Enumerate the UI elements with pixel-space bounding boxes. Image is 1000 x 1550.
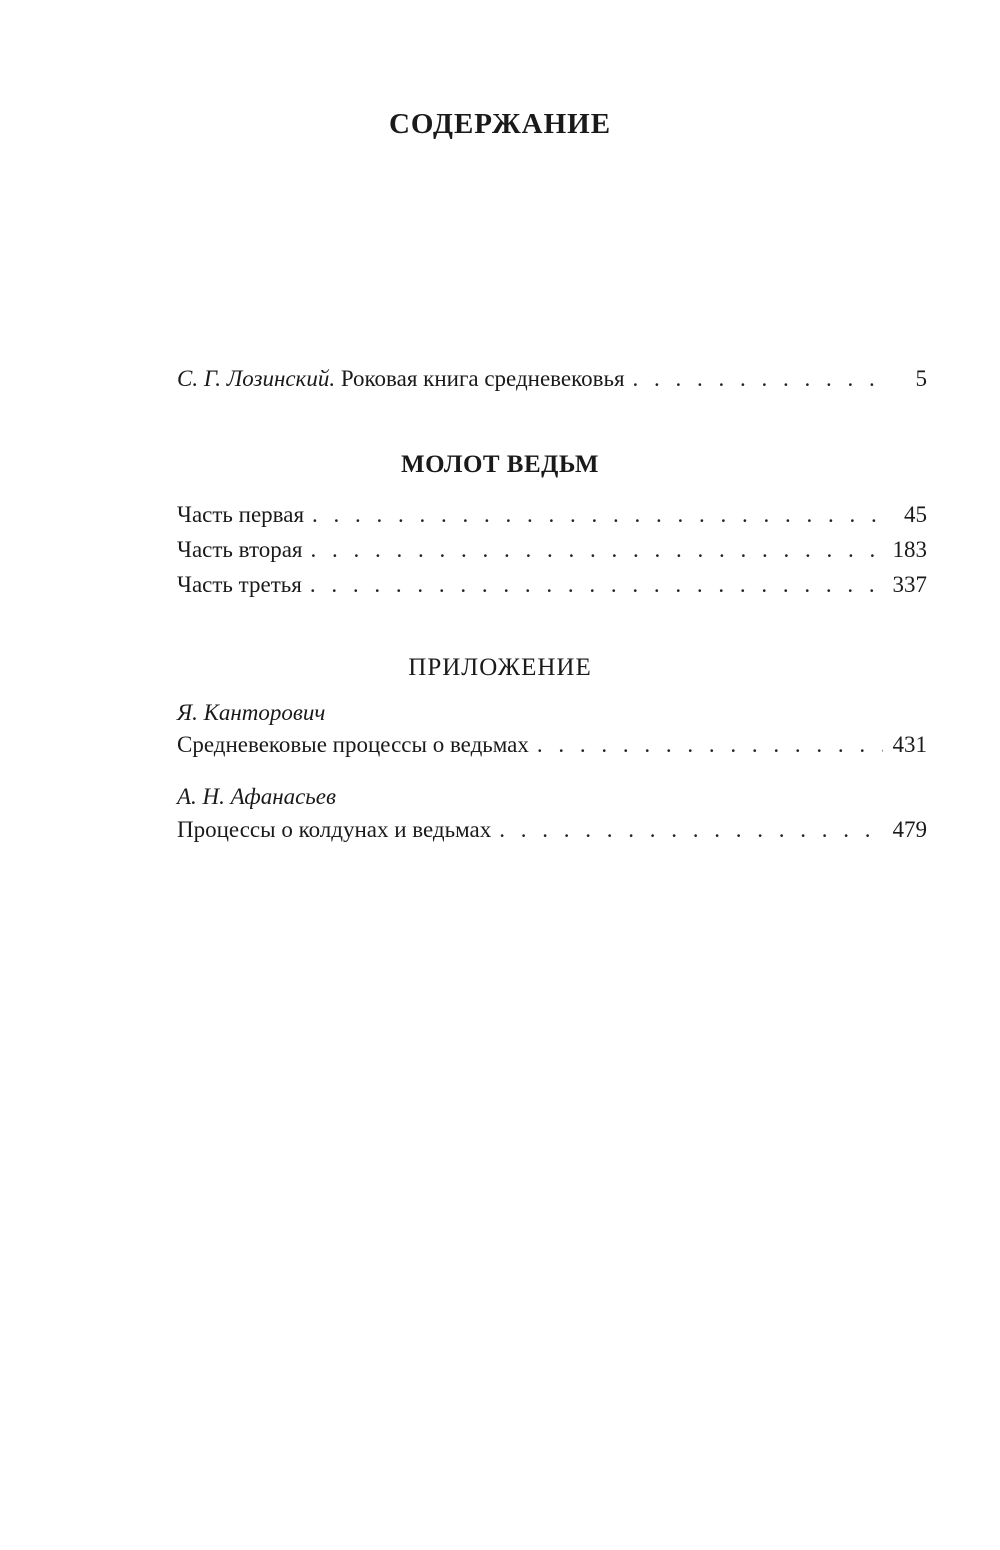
toc-entry-label: Часть первая xyxy=(177,502,305,527)
dot-leader xyxy=(537,732,883,758)
toc-entry-appendix-2[interactable] xyxy=(177,817,927,851)
toc-entry-page: 183 xyxy=(892,537,927,562)
appendix-author-2: А. Н. Афанасьев xyxy=(177,784,336,809)
toc-entry-label xyxy=(177,366,625,392)
toc-entry-page: 431 xyxy=(892,732,927,757)
dot-leader xyxy=(310,572,883,598)
toc-entry-page: 479 xyxy=(892,817,927,842)
toc-entry-appendix-1[interactable] xyxy=(177,732,927,766)
toc-entry-page: 337 xyxy=(892,572,927,597)
toc-entry-page: 5 xyxy=(915,366,927,391)
toc-entry-label: Часть вторая xyxy=(177,537,303,562)
toc-entry-label: Часть третья xyxy=(177,572,302,597)
toc-entry-label: Средневековые процессы о ведьмах xyxy=(177,732,529,757)
dot-leader xyxy=(499,817,883,843)
page-title: СОДЕРЖАНИЕ xyxy=(388,108,612,140)
toc-entry-part-3[interactable] xyxy=(177,572,927,606)
toc-entry-part-2[interactable] xyxy=(177,537,927,571)
dot-leader xyxy=(633,366,883,392)
appendix-author-1: Я. Канторович xyxy=(177,700,326,725)
toc-entry-intro[interactable] xyxy=(177,366,927,400)
dot-leader xyxy=(312,502,883,528)
toc-entry-author: С. Г. Лозинский. xyxy=(177,366,336,391)
toc-entry-page: 45 xyxy=(904,502,927,527)
toc-entry-part-1[interactable] xyxy=(177,502,927,536)
section-heading-main: МОЛОТ ВЕДЬМ xyxy=(401,451,599,478)
section-heading-appendix: ПРИЛОЖЕНИЕ xyxy=(408,654,592,681)
toc-entry-title: Роковая книга средневековья xyxy=(340,366,625,391)
dot-leader xyxy=(310,537,883,563)
toc-entry-label: Процессы о колдунах и ведьмах xyxy=(177,817,492,842)
